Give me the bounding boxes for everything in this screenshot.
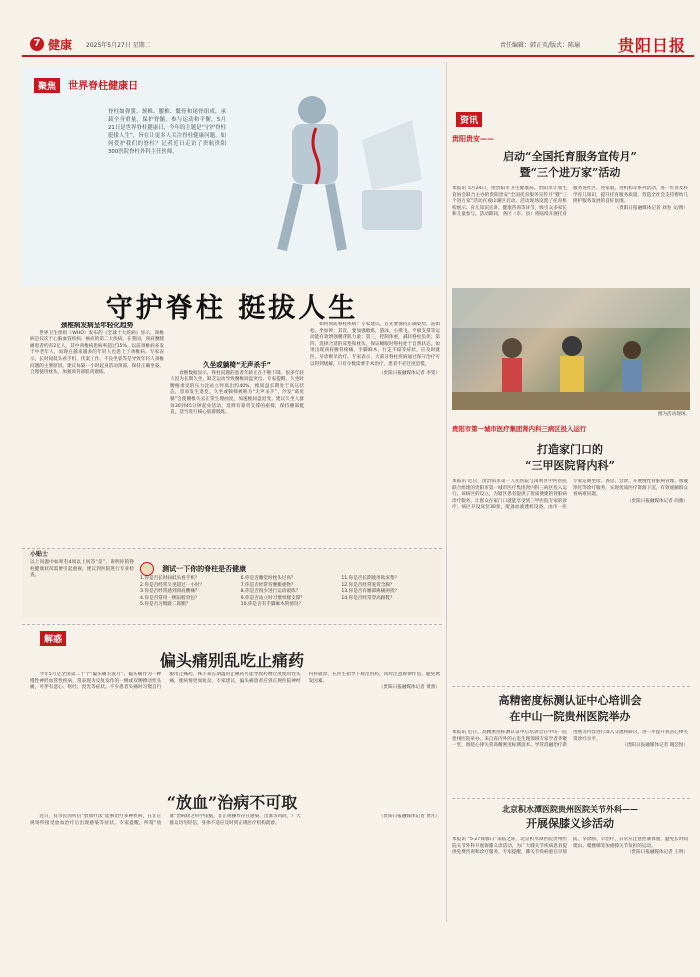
- photo-caption: 图为活动现场。: [657, 412, 690, 417]
- migraine-byline: （贵阳日报融媒体记者 黄蕾）: [378, 685, 440, 691]
- kidney-title-2: “三甲医院肾内科”: [525, 459, 615, 472]
- bloodletting-title: “放血”治病不可取: [166, 793, 298, 812]
- training-title-2: 在中山一院贵州医院举办: [509, 710, 631, 723]
- migraine-text: 今年5月是全国第二十个“偏头痛关爱月”。偏头痛作为一种慢性神经血管性疾病，常表现为反复发作的一侧或双侧搏动性头痛，可伴有恶心、呕吐、畏光等症状。不少患者头痛时习惯自行服用止痛药，殊不知长期滥用止痛药可能导致药物过度使用性头痛，使病情更加复杂。专家建议，偏头痛患者应到正规医院神经内科就诊，在医生指导下规范用药，同时注意规律作息、避免诱发因素。: [30, 672, 440, 691]
- brand-logo: 贵阳日报: [618, 36, 687, 55]
- quiz-item: 14.你是否经常穿高跟鞋？: [341, 595, 395, 601]
- news-divider-1: [452, 686, 690, 687]
- feature-subtitle: 世界脊柱健康日: [68, 81, 139, 92]
- column-3-text: 如何预防脊柱疾病？专家建议，首先要保持正确姿势，站如松、坐如钟；其次，要加强锻炼，游泳、小燕飞、平板支撑等运动能有效增强腰背肌力量；第三，控制体重，减轻脊柱负担；第四，选择合适的床垫和枕头，保证睡眠时脊柱处于自然状态。如果出现颈肩腰背疼痛、手脚麻木、行走不稳等症状，应及时就医，早诊断早治疗。专家表示，大部分脊柱疾病通过保守治疗可以得到缓解，只有少数需要手术治疗，患者不必过度恐慌。: [310, 322, 440, 367]
- quiz-item: 6.你是否睡觉时枕头过高？: [240, 576, 296, 581]
- migraine-title: 偏头痛别乱吃止痛药: [159, 651, 304, 670]
- childcare-text: 本报讯 5月24日，由贵阳市卫生健康局、贵阳市计划生育协会联合主办的贵阳贵安“全国托育服务宣传月”暨“三个进万家”活动在观山湖区启动。活动现场设置了托育机构展示、育儿知识宣讲、健康咨询等环节，吸引众多家长和儿童参与。活动期间，各区（市、县）将陆续开展托育服务进社区、进家庭、进机构等系列活动，进一步普及科学育儿知识，提升托育服务质量，营造全社会支持婴幼儿照护服务发展的良好氛围。: [452, 186, 688, 218]
- quiz-item: 2.你是否经常久坐超过一小时？: [140, 582, 205, 588]
- quiz-title: 测试一下你的脊柱是否健康: [162, 564, 247, 573]
- kidney-byline: （贵阳日报融媒体记者 尚雅）: [626, 498, 688, 504]
- quiz-item: 9.你是否站立时习惯单腿支撑？: [240, 595, 305, 601]
- subhead-1: 颈椎病发病呈年轻化趋势: [60, 322, 134, 329]
- childcare-title-2: 暨“三个进万家”活动: [519, 166, 621, 179]
- knee-byline: （贵阳日报融媒体记者 王明）: [626, 850, 688, 856]
- bloodletting-body: [30, 814, 440, 914]
- column-2-text: 诊断数据显示，脊柱问题的患者年龄正在不断下降，很多年轻人因为长期久坐、缺乏运动导致腰椎间盘突出。专家提醒，久坐时腰椎承受的压力比站立时高出约40%，椎间盘长期处于高压状态，容易发生退变。久坐或躺椅被称为“无声杀手”，沙发“葛优躺”会使腰椎失去正常生理曲度，加速椎间盘退变。建议久坐人群每30到45分钟起身活动，选择有靠背支撑的座椅，保持腰部挺直，适当进行核心肌群锻炼。: [170, 370, 304, 416]
- feature-byline: （贵阳日报融媒体记者 李雯）: [378, 371, 440, 377]
- feature-banner: [22, 66, 442, 286]
- qa-top-rule: [22, 624, 442, 625]
- article-knee: [446, 804, 694, 937]
- kidney-text: 本报讯 近日，由贵阳市第一人民医院与南明区中医医院联合组建的贵阳市第一城市医疗集团肾内科三病区投入运行。该病区的设立，为辖区患者提供了优质便捷的肾脏病诊疗服务，让群众在家门口就能享受到三甲医院专家的诊疗。病区开设床位30张，配备血液透析设备，由市一医专家定期坐诊、查房、会诊，开展慢性肾脏病管理、血液净化等诊疗服务，实现优质医疗资源下沉，有效缓解群众看病难问题。: [452, 479, 688, 511]
- childcare-body: [452, 186, 688, 268]
- feature-tag-row: [34, 74, 138, 93]
- feature-column-3: [310, 322, 440, 542]
- childcare-byline: （贵阳日报融媒体记者 刘卷 文/图）: [614, 205, 688, 211]
- spine-illustration: [212, 80, 442, 276]
- quiz-item: 4.你是否常用一侧肩膀背包？: [140, 595, 200, 601]
- childcare-title-1: 启动“全国托育服务宣传月”: [503, 150, 637, 163]
- quiz-items: [140, 576, 436, 609]
- article-training: [446, 692, 694, 802]
- feature-column-1: [30, 322, 164, 542]
- quiz-item: 5.你是否习惯跷二郎腿？: [140, 602, 191, 608]
- bloodletting-text: 近日，有市民因听信“放血疗法”能够治疗多种疾病，在非正规场所接受放血治疗后出现感染等症状。专家提醒，所谓“放血”治病缺乏科学依据，非正规操作存在感染、出血等风险，广大群众切勿轻信，身体不适应及时到正规医疗机构就诊。: [30, 814, 301, 826]
- page-number-badge: 7: [30, 37, 44, 51]
- feature-tag: 聚焦: [34, 78, 60, 93]
- feature-column-2: [170, 322, 304, 542]
- kidney-title-1: 打造家门口的: [537, 443, 603, 456]
- quiz-item: 10.你是否有手脚麻木的情况？: [240, 602, 304, 608]
- kidney-body: [452, 479, 688, 611]
- training-text: 本报讯 近日，高精密度标测认证中心培训会在中山一院贵州医院举办。来自省内外的心电生理领域专家学者齐聚一堂，围绕心律失常高精密度标测技术、导管消融治疗新进展等内容进行深入交流和研讨，进一步提升我省心律失常诊疗水平。: [452, 730, 688, 749]
- masthead-rule: [22, 55, 694, 57]
- editors: 责任编辑：韩正英/版式：陈瑜: [500, 42, 581, 49]
- news-tag: 资讯: [456, 112, 482, 127]
- knee-text: 本报讯 “5·27保膝日”来临之际，北京积水潭医院贵州医院关节外科开展保膝义诊活动，为广大膝关节疾病患者提供免费咨询和诊疗服务。专家提醒，膝关节疾病重在早预防、早诊断、早治疗，日常应注意控制体重，避免长时间爬山、爬楼梯等加重膝关节负担的运动。: [452, 837, 688, 856]
- tip-label: 小贴士: [30, 551, 49, 558]
- knee-body: [452, 837, 688, 937]
- bloodletting-byline: （贵阳日报融媒体记者 贾凡）: [378, 814, 440, 819]
- training-byline: （贵阳日报融媒体记者 谢芸悦）: [622, 743, 688, 749]
- knee-title-2: 开展保膝义诊活动: [526, 817, 614, 830]
- quiz-item: 8.你是否很少进行运动锻炼？: [240, 589, 301, 595]
- training-body: [452, 730, 688, 802]
- article-childcare: [446, 134, 694, 268]
- migraine-body: [30, 672, 440, 772]
- childcare-kicker: 贵阳贵安——: [452, 135, 494, 143]
- news-divider-2: [452, 798, 690, 799]
- quiz-item: 3.你是否经常感到颈肩酸痛？: [140, 589, 200, 595]
- column-1-text: 世界卫生组织（WHO）发布的《全球十大疾病》显示，颈椎病是仅次于心脑血管疾病、癌症的第二大疾病。在我国，颈肩腰腿痛患者约有2亿人，其中颈椎病患病率超过15%。以前颈椎病多发于中老年人，而现在越来越多的年轻人也患上了颈椎病。专家表示，长时间低头看手机、伏案工作、不良坐姿等是导致年轻人颈椎问题的主要原因。建议每隔一小时起身活动颈部，保持正确坐姿，合理使用枕头，加强颈背部肌肉锻炼。: [30, 330, 164, 376]
- masthead: [22, 36, 694, 56]
- kidney-kicker: 贵阳市第一城市医疗集团肾内科三病区投入运行: [452, 425, 587, 433]
- feature-headline: 守护脊柱 挺拔人生: [105, 293, 359, 324]
- training-title-1: 高精密度标测认证中心培训会: [498, 694, 642, 707]
- quiz-item: 11.你是否长期使用软床垫？: [341, 576, 400, 581]
- section-name: 健康: [48, 38, 73, 52]
- subhead-2: 久坐或躺椅“无声杀手”: [202, 361, 271, 369]
- quiz-title-row: [140, 558, 310, 572]
- quiz-item: 7.你是否经常弯腰搬重物？: [240, 582, 296, 588]
- quiz-item: 12.你是否经常驼背含胸？: [341, 582, 395, 588]
- knee-title-1: 北京积水潭医院贵州医院关节外科——: [502, 804, 638, 814]
- question-icon: [140, 562, 154, 576]
- quiz-top-rule: [22, 548, 442, 549]
- qa-tag: 解惑: [40, 631, 66, 646]
- tip-text: 以上问题中如果有4项以上回答“是”，说明你的脊柱健康状况需要引起重视，建议到医院进行专业检查。: [30, 560, 134, 579]
- article-kidney: [446, 424, 694, 611]
- quiz-item: 13.你是否有腰部疼痛困扰？: [341, 589, 400, 595]
- issue-date: 2025年5月27日 星期二: [86, 42, 151, 49]
- event-photo: [452, 288, 690, 410]
- quiz-item: 1.你是否长时间低头看手机？: [140, 576, 200, 581]
- feature-lead: 脊柱如弹簧、颈椎、腰椎、骶骨和尾骨组成，承载全身重量，保护脊髓，参与运动和平衡。5月21日是世界脊柱健康日，今年的主题是“守护脊柱 挺拔人生”，旨在让更多人关注脊柱健康问题。如何爱护我们的脊柱？记者近日走访了贵航贵阳300医院脊柱外科主任医师。: [108, 109, 226, 155]
- quiz-box: [22, 550, 442, 618]
